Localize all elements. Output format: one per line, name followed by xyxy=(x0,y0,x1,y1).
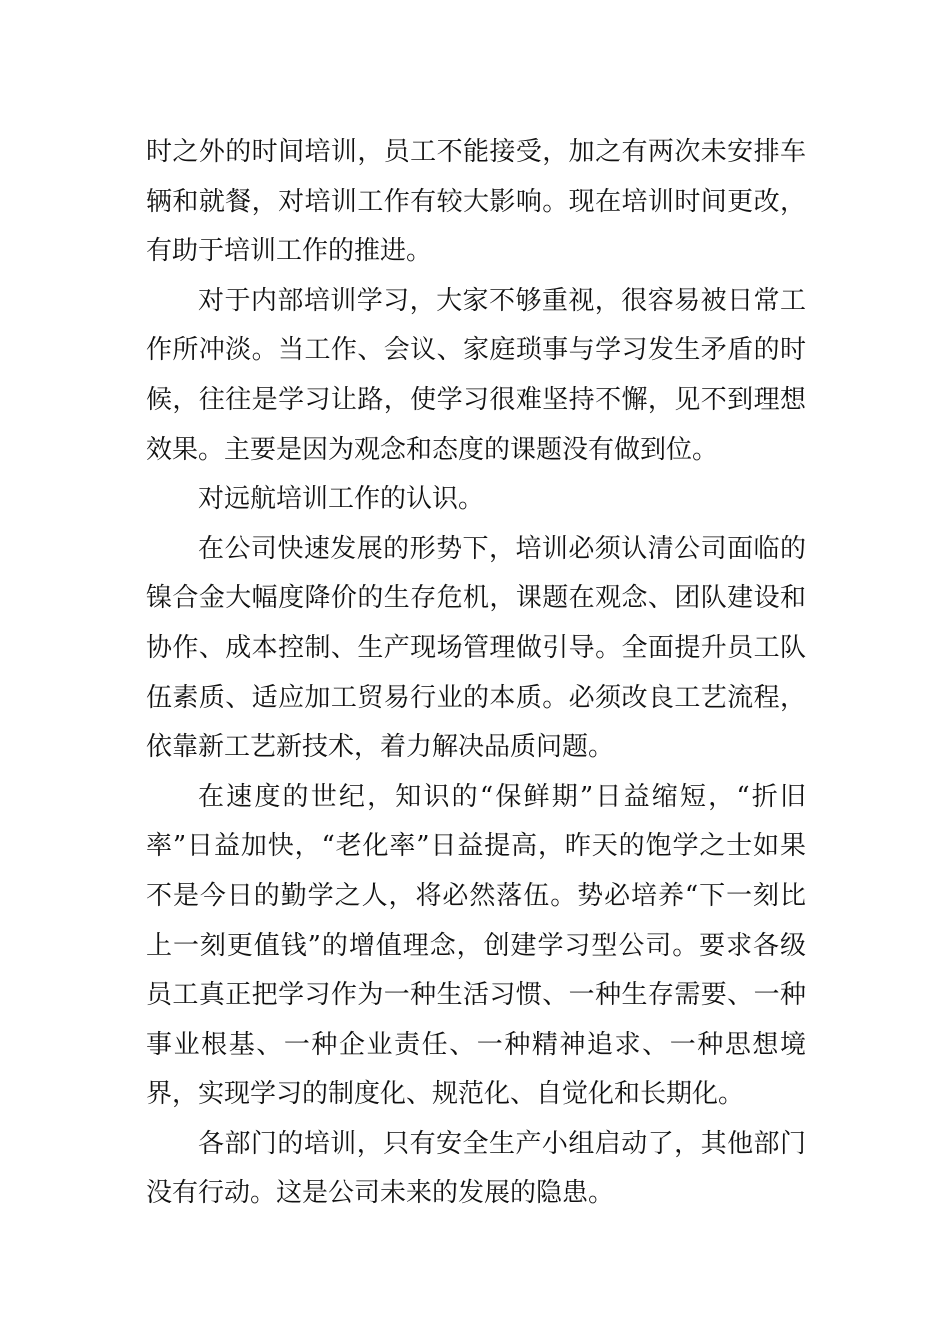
paragraph: 各部门的培训，只有安全生产小组启动了，其他部门没有行动。这是公司未来的发展的隐患。 xyxy=(146,1128,806,1209)
document-body xyxy=(146,128,806,1219)
paragraph: 对于内部培训学习，大家不够重视，很容易被日常工作所冲淡。当工作、会议、家庭琐事与学习发生矛盾的时候，往往是学习让路，使学习很难坚持不懈，见不到理想效果。主要是因为观念和态度的课题没有做到位。 xyxy=(146,285,806,465)
paragraph: 在公司快速发展的形势下，培训必须认清公司面临的镍合金大幅度降价的生存危机，课题在观念、团队建设和协作、成本控制、生产现场管理做引导。全面提升员工队伍素质、适应加工贸易行业的本质。必须改良工艺流程，依靠新工艺新技术，着力解决品质问题。 xyxy=(146,533,806,763)
paragraph-continued: 时之外的时间培训，员工不能接受，加之有两次未安排车辆和就餐，对培训工作有较大影响。现在培训时间更改，有助于培训工作的推进。 xyxy=(146,137,806,267)
paragraph-heading: 对远航培训工作的认识。 xyxy=(198,484,485,515)
paragraph: 在速度的世纪，知识的“保鲜期”日益缩短，“折旧率”日益加快，“老化率”日益提高，昨天的饱学之士如果不是今日的勤学之人，将必然落伍。势必培养“下一刻比上一刻更值钱”的增值理念，创建学习型公司。要求各级员工真正把学习作为一种生活习惯、一种生存需要、一种事业根基、一种企业责任、一种精神追求、一种思想境界，实现学习的制度化、规范化、自觉化和长期化。 xyxy=(146,781,806,1110)
